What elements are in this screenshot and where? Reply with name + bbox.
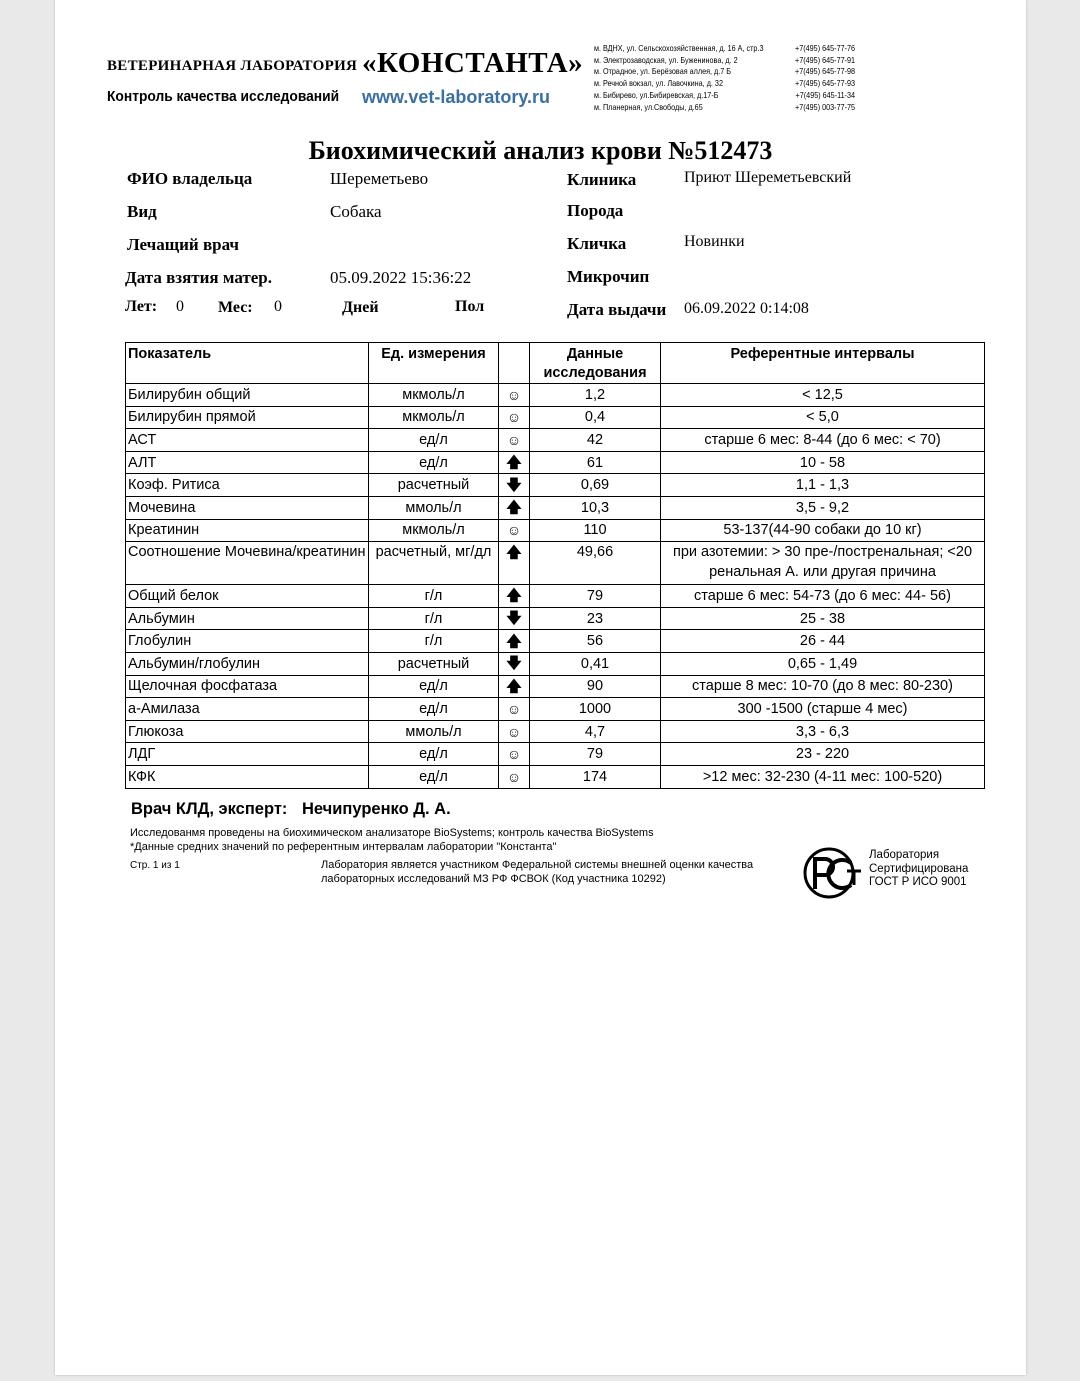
- table-row: [126, 406, 985, 429]
- reference-cell: < 12,5: [661, 384, 985, 407]
- smiley-icon: ☺: [506, 431, 522, 448]
- cert-line: Лаборатория: [869, 849, 940, 861]
- issue-date-value: 06.09.2022 0:14:08: [684, 300, 809, 317]
- phone-line: +7(495) 645-77-76: [795, 43, 856, 53]
- report-page: [55, 0, 1026, 1375]
- unit-cell: ед/л: [369, 429, 499, 452]
- unit-cell: г/л: [369, 607, 499, 630]
- parameter-cell: Мочевина: [126, 496, 369, 519]
- analyzer-note: Исследованмя проведены на биохимическом анализаторе BioSystems; контроль качества BioSystems: [130, 827, 654, 839]
- result-cell: 79: [530, 743, 661, 766]
- table-row: [126, 451, 985, 474]
- table-header-row: [126, 343, 985, 384]
- unit-cell: ед/л: [369, 451, 499, 474]
- reference-cell: при азотемии: > 30 пре-/постренальная; <20 ренальная А. или другая причина: [661, 542, 985, 585]
- flag-cell: [499, 542, 530, 585]
- owner-value: Шереметьево: [330, 169, 429, 188]
- months-label: Мес:: [218, 299, 253, 316]
- reference-cell: 300 -1500 (старше 4 мес): [661, 698, 985, 721]
- page-number: Стр. 1 из 1: [130, 860, 180, 871]
- species-label: Вид: [127, 202, 157, 221]
- result-cell: 0,4: [530, 406, 661, 429]
- flag-cell: [499, 519, 530, 542]
- phone-line: +7(495) 003-77-75: [795, 101, 856, 112]
- result-cell: 1000: [530, 698, 661, 721]
- arrow-up-icon: 🡅: [506, 587, 522, 605]
- cert-line: ГОСТ Р ИСО 9001: [869, 876, 967, 888]
- results-table: [125, 342, 985, 789]
- reference-note: *Данные средних значений по референтным интервалам лаборатории "Константа": [130, 841, 557, 853]
- parameter-cell: Соотношение Мочевина/креатинин: [126, 542, 369, 585]
- result-cell: 79: [530, 585, 661, 608]
- arrow-up-icon: 🡅: [506, 454, 522, 472]
- reference-cell: 0,65 - 1,49: [661, 652, 985, 675]
- years-label: Лет:: [125, 298, 158, 315]
- address-line: м. ВДНХ, ул. Сельскохозяйственная, д. 16 А, стр.3: [594, 43, 764, 53]
- parameter-cell: Общий белок: [126, 585, 369, 608]
- arrow-down-icon: 🡇: [506, 476, 522, 494]
- parameter-cell: ЛДГ: [126, 743, 369, 766]
- result-cell: 23: [530, 607, 661, 630]
- arrow-up-icon: 🡅: [506, 499, 522, 517]
- sample-date-label: Дата взятия матер.: [125, 268, 272, 287]
- unit-cell: ммоль/л: [369, 496, 499, 519]
- flag-cell: [499, 429, 530, 452]
- years-value: 0: [176, 298, 184, 315]
- clinic-value: Приют Шереметьевский: [684, 169, 852, 186]
- address-line: м. Бибирево, ул.Бибиревская, д.17-Б: [594, 89, 719, 100]
- smiley-icon: ☺: [506, 746, 522, 763]
- flag-cell: [499, 765, 530, 788]
- reference-cell: старше 6 мес: 8-44 (до 6 мес: < 70): [661, 429, 985, 452]
- parameter-cell: Глобулин: [126, 630, 369, 653]
- flag-cell: [499, 698, 530, 721]
- table-row: [126, 630, 985, 653]
- smiley-icon: ☺: [506, 768, 522, 785]
- reference-cell: 26 - 44: [661, 630, 985, 653]
- flag-cell: [499, 720, 530, 743]
- table-row: [126, 652, 985, 675]
- lab-subtitle: Контроль качества исследований: [107, 88, 340, 105]
- attending-doctor-label: Лечащий врач: [127, 235, 239, 254]
- address-line: м. Отрадное, ул. Берёзовая аллея, д.7 Б: [594, 66, 732, 77]
- table-row: [126, 585, 985, 608]
- result-cell: 49,66: [530, 542, 661, 585]
- result-cell: 1,2: [530, 384, 661, 407]
- table-row: [126, 474, 985, 497]
- result-cell: 61: [530, 451, 661, 474]
- table-row: [126, 720, 985, 743]
- unit-cell: расчетный: [369, 652, 499, 675]
- arrow-up-icon: 🡅: [506, 544, 522, 562]
- phone-line: +7(495) 645-77-91: [795, 54, 856, 65]
- reference-cell: 3,3 - 6,3: [661, 720, 985, 743]
- parameter-cell: Билирубин прямой: [126, 406, 369, 429]
- reference-cell: 10 - 58: [661, 451, 985, 474]
- reference-cell: старше 6 мес: 54-73 (до 6 мес: 44- 56): [661, 585, 985, 608]
- flag-cell: [499, 630, 530, 653]
- table-row: [126, 519, 985, 542]
- address-line: м. Электрозаводская, ул. Бужениновa, д. 2: [594, 54, 738, 65]
- phone-line: +7(495) 645-77-98: [795, 66, 856, 77]
- parameter-cell: Билирубин общий: [126, 384, 369, 407]
- unit-cell: расчетный, мг/дл: [369, 542, 499, 585]
- parameter-cell: Альбумин: [126, 607, 369, 630]
- unit-cell: ед/л: [369, 765, 499, 788]
- flag-cell: [499, 607, 530, 630]
- flag-cell: [499, 406, 530, 429]
- arrow-down-icon: 🡇: [506, 655, 522, 673]
- smiley-icon: ☺: [506, 386, 522, 403]
- expert-name: Нечипуренко Д. А.: [302, 800, 451, 818]
- address-line: м. Планерная, ул.Свободы, д.65: [594, 101, 703, 112]
- parameter-cell: АЛТ: [126, 451, 369, 474]
- certification-text: [869, 849, 968, 890]
- table-row: [126, 429, 985, 452]
- smiley-icon: ☺: [506, 522, 522, 539]
- reference-cell: >12 мес: 32-230 (4-11 мес: 100-520): [661, 765, 985, 788]
- unit-cell: ед/л: [369, 675, 499, 698]
- table-row: [126, 743, 985, 766]
- lab-phones: [795, 43, 855, 113]
- result-cell: 56: [530, 630, 661, 653]
- result-cell: 4,7: [530, 720, 661, 743]
- arrow-up-icon: 🡅: [506, 632, 522, 650]
- owner-label: ФИО владельца: [127, 169, 253, 188]
- unit-cell: мкмоль/л: [369, 406, 499, 429]
- flag-cell: [499, 474, 530, 497]
- flag-cell: [499, 675, 530, 698]
- flag-cell: [499, 652, 530, 675]
- header-reference: Референтные интервалы: [661, 343, 985, 384]
- parameter-cell: Щелочная фосфатаза: [126, 675, 369, 698]
- flag-cell: [499, 743, 530, 766]
- lab-website-link[interactable]: www.vet-laboratory.ru: [362, 87, 551, 107]
- reference-cell: 25 - 38: [661, 607, 985, 630]
- header-result: Данные исследования: [530, 343, 661, 384]
- table-row: [126, 384, 985, 407]
- header-parameter: Показатель: [126, 343, 369, 384]
- lab-brand: «КОНСТАНТА»: [362, 47, 584, 79]
- cert-line: Сертифицирована: [869, 862, 969, 875]
- table-row: [126, 607, 985, 630]
- results-body: [126, 384, 985, 789]
- parameter-cell: Креатинин: [126, 519, 369, 542]
- reference-cell: 23 - 220: [661, 743, 985, 766]
- header-flag: [499, 343, 530, 384]
- certification-logo-icon: [801, 845, 867, 901]
- result-cell: 174: [530, 765, 661, 788]
- header-unit: Ед. измерения: [369, 343, 499, 384]
- result-cell: 10,3: [530, 496, 661, 519]
- parameter-cell: а-Амилаза: [126, 698, 369, 721]
- result-cell: 110: [530, 519, 661, 542]
- smiley-icon: ☺: [506, 409, 522, 426]
- unit-cell: г/л: [369, 630, 499, 653]
- unit-cell: мкмоль/л: [369, 519, 499, 542]
- result-cell: 90: [530, 675, 661, 698]
- table-row: [126, 675, 985, 698]
- smiley-icon: ☺: [506, 723, 522, 740]
- phone-line: +7(495) 645-77-93: [795, 78, 856, 89]
- nickname-label: Кличка: [567, 234, 627, 253]
- table-row: [126, 765, 985, 788]
- nickname-value: Новинки: [684, 233, 745, 250]
- result-cell: 0,41: [530, 652, 661, 675]
- parameter-cell: Коэф. Ритиса: [126, 474, 369, 497]
- fsvok-note-line1: Лаборатория является участником Федеральной системы внешней оценки качества: [321, 859, 754, 871]
- months-value: 0: [274, 298, 282, 315]
- days-label: Дней: [342, 299, 379, 316]
- lab-name: ВЕТЕРИНАРНАЯ ЛАБОРАТОРИЯ: [107, 58, 358, 74]
- sex-label: Пол: [455, 298, 485, 315]
- species-value: Собака: [330, 202, 382, 221]
- clinic-label: Клиника: [567, 170, 637, 189]
- flag-cell: [499, 585, 530, 608]
- unit-cell: ед/л: [369, 743, 499, 766]
- breed-label: Порода: [567, 201, 624, 220]
- unit-cell: ммоль/л: [369, 720, 499, 743]
- reference-cell: 1,1 - 1,3: [661, 474, 985, 497]
- lab-addresses: [594, 43, 763, 113]
- reference-cell: старше 8 мес: 10-70 (до 8 мес: 80-230): [661, 675, 985, 698]
- unit-cell: г/л: [369, 585, 499, 608]
- phone-line: +7(495) 645-11-34: [795, 89, 856, 100]
- arrow-up-icon: 🡅: [506, 677, 522, 695]
- result-cell: 0,69: [530, 474, 661, 497]
- table-row: [126, 698, 985, 721]
- reference-cell: < 5,0: [661, 406, 985, 429]
- table-row: [126, 542, 985, 585]
- address-line: м. Речной вокзал, ул. Лавочкина, д. 32: [594, 78, 723, 89]
- flag-cell: [499, 384, 530, 407]
- microchip-label: Микрочип: [567, 267, 650, 286]
- reference-cell: 53-137(44-90 собаки до 10 кг): [661, 519, 985, 542]
- reference-cell: 3,5 - 9,2: [661, 496, 985, 519]
- result-cell: 42: [530, 429, 661, 452]
- parameter-cell: КФК: [126, 765, 369, 788]
- sample-date-value: 05.09.2022 15:36:22: [330, 268, 472, 287]
- issue-date-label: Дата выдачи: [567, 300, 667, 319]
- flag-cell: [499, 451, 530, 474]
- arrow-down-icon: 🡇: [506, 610, 522, 628]
- parameter-cell: АСТ: [126, 429, 369, 452]
- parameter-cell: Альбумин/глобулин: [126, 652, 369, 675]
- document-title: Биохимический анализ крови №512473: [308, 136, 773, 165]
- flag-cell: [499, 496, 530, 519]
- smiley-icon: ☺: [506, 700, 522, 717]
- expert-label: Врач КЛД, эксперт:: [131, 800, 288, 818]
- parameter-cell: Глюкоза: [126, 720, 369, 743]
- table-row: [126, 496, 985, 519]
- unit-cell: мкмоль/л: [369, 384, 499, 407]
- unit-cell: ед/л: [369, 698, 499, 721]
- fsvok-note-line2: лабораторных исследований МЗ РФ ФСВОК (Код участника 10292): [321, 873, 666, 885]
- unit-cell: расчетный: [369, 474, 499, 497]
